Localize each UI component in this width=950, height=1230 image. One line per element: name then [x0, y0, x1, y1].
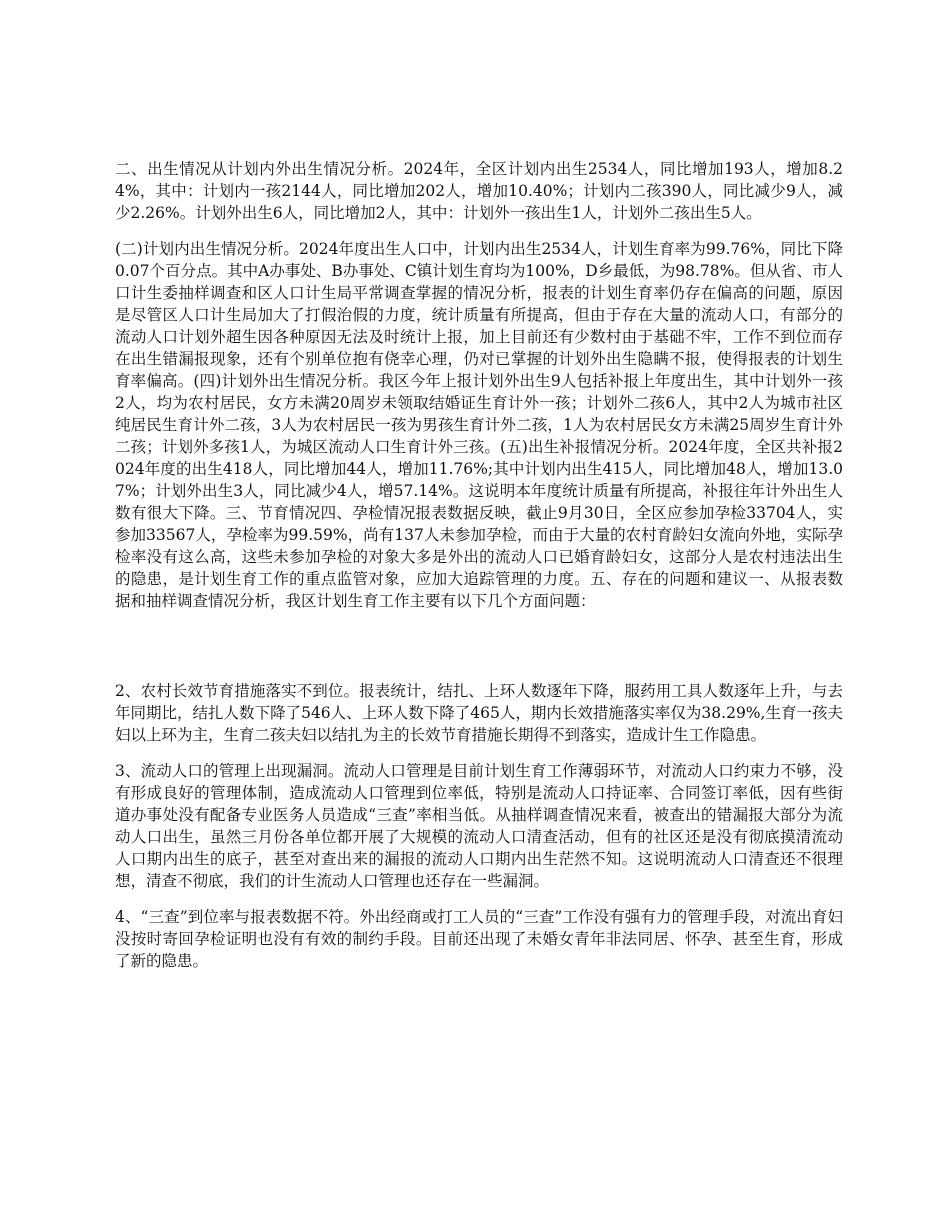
paragraph-birth-overview: 二、出生情况从计划内外出生情况分析。2024年，全区计划内出生2534人，同比增加193人，增加8.24%，其中：计划内一孩2144人，同比增加202人，增加10.40%；计划内二孩390人，同比减少9人，减少2.26%。计划外出生6人，同比增加2人，其中：计划外一孩出生1人，计划外二孩出生5人。: [115, 160, 843, 222]
paragraph-contraception-issue: 2、农村长效节育措施落实不到位。报表统计，结扎、上环人数逐年下降，服药用工具人数逐年上升，与去年同期比，结扎人数下降了546人、上环人数下降了465人，期内长效措施落实率仅为38.29%,生育一孩夫妇以上环为主，生育二孩夫妇以结扎为主的长效节育措施长期得不到落实，造成计生工作隐患。: [115, 682, 843, 744]
paragraph-floating-population-issue: 3、流动人口的管理上出现漏洞。流动人口管理是目前计划生育工作薄弱环节，对流动人口约束力不够，没有形成良好的管理体制，造成流动人口管理到位率低，特别是流动人口持证率、合同签订率低，因有些街道办事处没有配备专业医务人员造成“三查”率相当低。从抽样调查情况来看，被查出的错漏报大部分为流动人口出生，虽然三月份各单位都开展了大规模的流动人口清查活动，但有的社区还是没有彻底摸清流动人口期内出生的底子，甚至对查出来的漏报的流动人口期内出生茫然不知。这说明流动人口清查还不很理想，清查不彻底，我们的计生流动人口管理也还存在一些漏洞。: [115, 762, 843, 890]
paragraph-planned-birth-analysis: (二)计划内出生情况分析。2024年度出生人口中，计划内出生2534人，计划生育率为99.76%，同比下降0.07个百分点。其中A办事处、B办事处、C镇计划生育均为100%，D乡最低，为98.78%。但从省、市人口计生委抽样调查和区人口计生局平常调查掌握的情况分析，报表的计划生育率仍存在偏高的问题，原因是尽管区人口计生局加大了打假治假的力度，统计质量有所提高，但由于存在大量的流动人口，有部分的流动人口计划外超生因各种原因无法及时统计上报，加上目前还有少数村由于基础不牢，工作不到位而存在出生错漏报现象，还有个别单位抱有侥幸心理，仍对已掌握的计划外出生隐瞒不报，使得报表的计划生育率偏高。(四)计划外出生情况分析。我区今年上报计划外出生9人包括补报上年度出生，其中计划外一孩2人，均为农村居民，女方未满20周岁未领取结婚证生育计外一孩；计划外二孩6人，其中2人为城市社区纯居民生育计外二孩，3人为农村居民一孩为男孩生育计外二孩，1人为农村居民女方未满25周岁生育计外二孩；计划外多孩1人，为城区流动人口生育计外三孩。(五)出生补报情况分析。2024年度，全区共补报2024年度的出生418人，同比增加44人，增加11.76%;其中计划内出生415人，同比增加48人，增加13.07%；计划外出生3人，同比减少4人，增57.14%。这说明本年度统计质量有所提高，补报往年计外出生人数有很大下降。三、节育情况四、孕检情况报表数据反映，截止9月30日，全区应参加孕检33704人，实参加33567人，孕检率为99.59%，尚有137人未参加孕检，而由于大量的农村育龄妇女流向外地，实际孕检率没有这么高，这些未参加孕检的对象大多是外出的流动人口已婚育龄妇女，这部分人是农村违法出生的隐患，是计划生育工作的重点监管对象，应加大追踪管理的力度。五、存在的问题和建议一、从报表数据和抽样调查情况分析，我区计划生育工作主要有以下几个方面问题：: [115, 240, 843, 610]
paragraph-three-checks-issue: 4、“三查”到位率与报表数据不符。外出经商或打工人员的“三查”工作没有强有力的管理手段，对流出育妇没按时寄回孕检证明也没有有效的制约手段。目前还出现了未婚女青年非法同居、怀孕、甚至生育，形成了新的隐患。: [115, 908, 843, 970]
document-body: [115, 158, 843, 986]
